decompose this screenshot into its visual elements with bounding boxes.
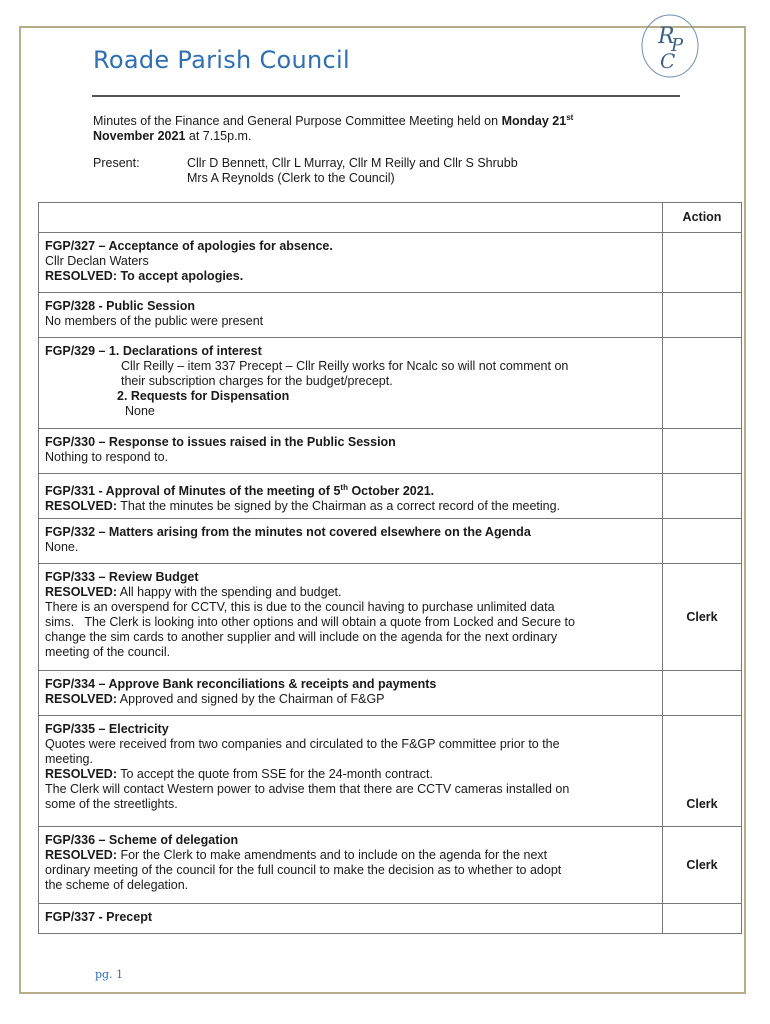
item-text: meeting.: [45, 752, 93, 766]
minutes-table: [38, 202, 742, 934]
table-row: [39, 293, 742, 338]
intro-date-month: November 2021: [93, 129, 186, 144]
item-heading-text: FGP/331 - Approval of Minutes of the meeting of 5: [45, 484, 341, 499]
present-line: Mrs A Reynolds (Clerk to the Council): [187, 171, 395, 185]
council-logo: [640, 13, 700, 79]
table-row: [39, 338, 742, 429]
action-cell: [663, 904, 742, 934]
item-cell: [39, 429, 663, 474]
resolved-text: That the minutes be signed by the Chairman as a correct record of the meeting.: [117, 499, 561, 514]
item-resolved: [45, 848, 656, 863]
item-text: change the sim cards to another supplier and will include on the agenda for the next ordinary: [45, 630, 558, 644]
table-row: [39, 827, 742, 904]
present-block: [93, 156, 518, 186]
action-cell: [663, 671, 742, 716]
table-header-row: [39, 203, 742, 233]
item-resolved: [45, 767, 656, 782]
item-heading: FGP/336 – Scheme of delegation: [45, 833, 239, 847]
item-subheading: 2. Requests for Dispensation: [117, 389, 290, 403]
action-cell: [663, 293, 742, 338]
item-cell: [39, 338, 663, 429]
resolved-text: For the Clerk to make amendments and to include on the agenda for the next: [117, 848, 548, 862]
item-text: some of the streetlights.: [45, 797, 178, 811]
item-heading-text: October 2021.: [347, 484, 435, 499]
item-text: Quotes were received from two companies and circulated to the F&GP committee prior to the: [45, 737, 560, 751]
item-cell: [39, 233, 663, 293]
svg-text:C: C: [660, 49, 676, 73]
action-cell: [663, 519, 742, 564]
action-header: Action: [663, 203, 742, 233]
item-heading: FGP/337 - Precept: [45, 910, 152, 924]
resolved-label: RESOLVED:: [45, 585, 117, 599]
table-row: [39, 716, 742, 827]
intro-time: at 7.15p.m.: [185, 129, 252, 144]
meeting-intro: [93, 110, 673, 144]
present-label: Present:: [93, 156, 140, 170]
item-heading: FGP/334 – Approve Bank reconciliations & receipts and payments: [45, 677, 437, 691]
table-row: [39, 519, 742, 564]
item-header-cell: [39, 203, 663, 233]
item-heading: [45, 480, 656, 499]
intro-date: Monday 21: [501, 114, 567, 129]
header-rule: [92, 95, 680, 97]
item-cell: [39, 827, 663, 904]
action-cell: [663, 429, 742, 474]
action-cell: [663, 233, 742, 293]
intro-text: Minutes of the Finance and General Purpose Committee Meeting held on: [93, 114, 502, 129]
item-heading: FGP/335 – Electricity: [45, 722, 169, 736]
table-row: [39, 474, 742, 519]
resolved-label: RESOLVED:: [45, 692, 117, 706]
item-resolved: [45, 585, 656, 600]
item-resolved: RESOLVED: To accept apologies.: [45, 269, 244, 283]
item-text: There is an overspend for CCTV, this is due to the council having to purchase unlimited data: [45, 600, 555, 614]
item-text: sims. The Clerk is looking into other options and will obtain a quote from Locked and Secure to: [45, 615, 575, 629]
item-heading: FGP/328 - Public Session: [45, 299, 196, 313]
table-row: [39, 671, 742, 716]
resolved-label: RESOLVED:: [45, 848, 117, 862]
item-text: The Clerk will contact Western power to advise them that there are CCTV cameras installed on: [45, 782, 570, 796]
item-cell: [39, 671, 663, 716]
item-cell: [39, 519, 663, 564]
item-text: the scheme of delegation.: [45, 878, 189, 892]
resolved-text: Approved and signed by the Chairman of F&GP: [117, 692, 385, 706]
item-cell: [39, 904, 663, 934]
action-cell: [663, 474, 742, 519]
item-heading: FGP/327 – Acceptance of apologies for absence.: [45, 239, 333, 253]
table-row: [39, 904, 742, 934]
action-cell: Clerk: [663, 564, 742, 671]
svg-text:P: P: [671, 35, 684, 56]
item-resolved: [45, 499, 656, 514]
item-resolved: [45, 692, 656, 707]
action-cell: [663, 338, 742, 429]
item-cell: [39, 474, 663, 519]
item-heading: FGP/329 – 1. Declarations of interest: [45, 344, 262, 358]
intro-date-sup: st: [566, 113, 574, 122]
page-title: Roade Parish Council: [93, 46, 350, 74]
item-text: ordinary meeting of the council for the full council to make the decision as to whether to adopt: [45, 863, 562, 877]
item-text: None.: [45, 540, 79, 554]
item-heading: FGP/333 – Review Budget: [45, 570, 199, 584]
item-text: Cllr Reilly – item 337 Precept – Cllr Reilly works for Ncalc so will not comment on: [121, 359, 569, 373]
svg-text:R: R: [658, 24, 675, 49]
present-list: [187, 156, 518, 186]
item-text: None: [125, 404, 155, 418]
item-text: No members of the public were present: [45, 314, 264, 328]
table-row: [39, 233, 742, 293]
page-number: pg. 1: [95, 968, 124, 981]
resolved-label: RESOLVED:: [45, 499, 117, 514]
action-cell: Clerk: [663, 716, 742, 827]
item-cell: [39, 293, 663, 338]
action-cell: Clerk: [663, 827, 742, 904]
item-text: Nothing to respond to.: [45, 450, 168, 464]
item-cell: [39, 564, 663, 671]
item-text: their subscription charges for the budget/precept.: [121, 374, 393, 388]
resolved-text: All happy with the spending and budget.: [117, 585, 342, 599]
item-text: meeting of the council.: [45, 645, 171, 659]
table-row: [39, 564, 742, 671]
table-row: [39, 429, 742, 474]
item-heading: FGP/330 – Response to issues raised in the Public Session: [45, 435, 396, 449]
item-heading: FGP/332 – Matters arising from the minutes not covered elsewhere on the Agenda: [45, 525, 531, 539]
item-cell: [39, 716, 663, 827]
item-heading-sup: th: [340, 483, 348, 492]
resolved-label: RESOLVED:: [45, 767, 117, 781]
item-text: Cllr Declan Waters: [45, 254, 149, 268]
present-line: Cllr D Bennett, Cllr L Murray, Cllr M Reilly and Cllr S Shrubb: [187, 156, 518, 170]
resolved-text: To accept the quote from SSE for the 24-month contract.: [117, 767, 433, 781]
